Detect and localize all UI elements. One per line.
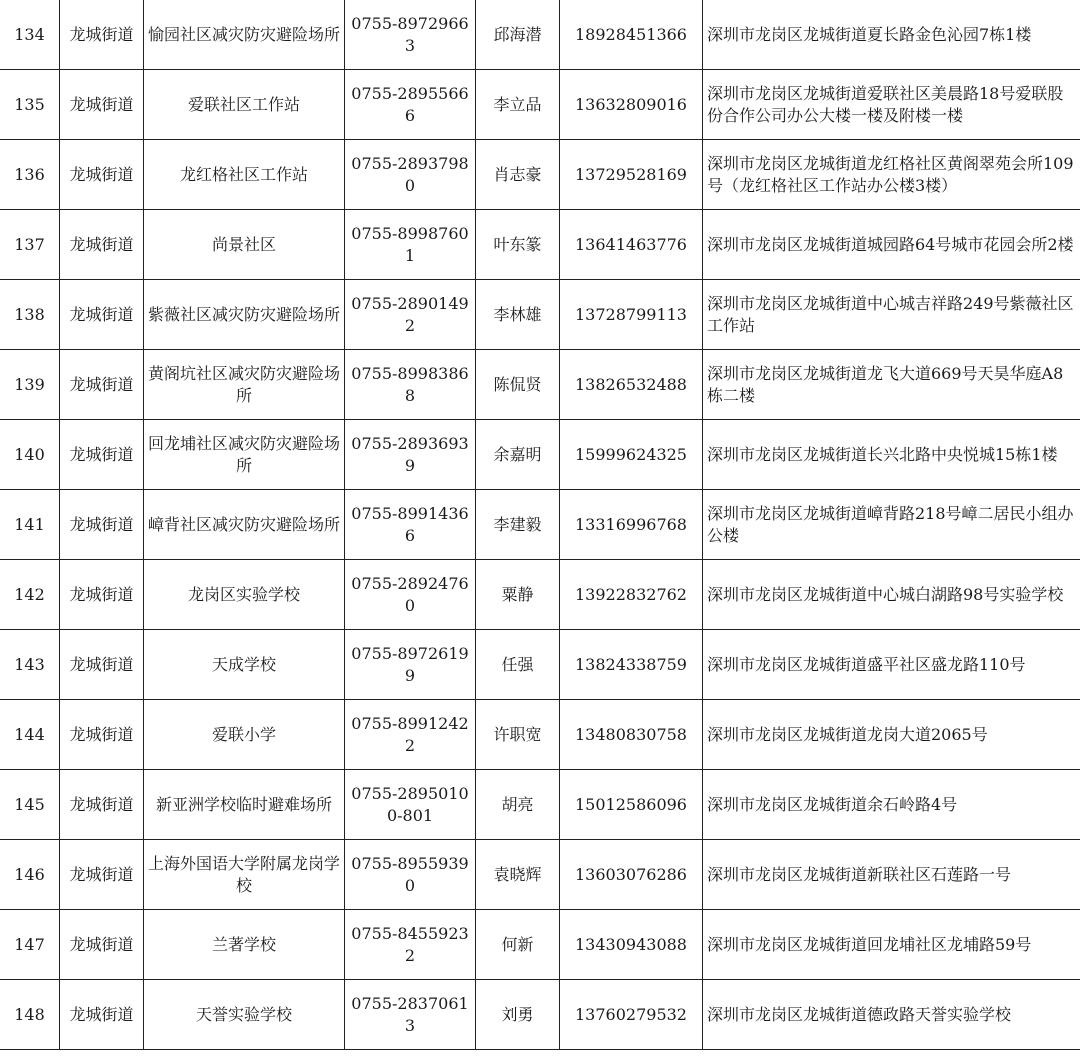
cell-address: 深圳市龙岗区龙城街道中心城吉祥路249号紫薇社区工作站 — [703, 280, 1080, 350]
cell-contact-person: 何新 — [476, 910, 560, 980]
cell-address: 深圳市龙岗区龙城街道龙飞大道669号天昊华庭A8栋二楼 — [703, 350, 1080, 420]
cell-address: 深圳市龙岗区龙城街道新联社区石莲路一号 — [703, 840, 1080, 910]
table-row — [0, 770, 1080, 840]
cell-site-name: 紫薇社区减灾防灾避险场所 — [144, 280, 345, 350]
cell-street: 龙城街道 — [60, 630, 144, 700]
cell-contact-person: 刘勇 — [476, 980, 560, 1050]
cell-number: 140 — [0, 420, 60, 490]
cell-site-name: 天成学校 — [144, 630, 345, 700]
cell-number: 138 — [0, 280, 60, 350]
cell-address: 深圳市龙岗区龙城街道夏长路金色沁园7栋1楼 — [703, 0, 1080, 70]
cell-mobile-phone: 13316996768 — [560, 490, 703, 560]
cell-office-phone: 0755-89559390 — [345, 840, 476, 910]
cell-address: 深圳市龙岗区龙城街道回龙埔社区龙埔路59号 — [703, 910, 1080, 980]
cell-mobile-phone: 13480830758 — [560, 700, 703, 770]
cell-office-phone: 0755-89914366 — [345, 490, 476, 560]
table-row — [0, 490, 1080, 560]
cell-address: 深圳市龙岗区龙城街道龙岗大道2065号 — [703, 700, 1080, 770]
cell-number: 143 — [0, 630, 60, 700]
cell-contact-person: 李建毅 — [476, 490, 560, 560]
cell-contact-person: 邱海潜 — [476, 0, 560, 70]
cell-site-name: 嶂背社区减灾防灾避险场所 — [144, 490, 345, 560]
cell-site-name: 龙岗区实验学校 — [144, 560, 345, 630]
cell-street: 龙城街道 — [60, 490, 144, 560]
cell-mobile-phone: 13728799113 — [560, 280, 703, 350]
cell-contact-person: 叶东篆 — [476, 210, 560, 280]
cell-office-phone: 0755-89987601 — [345, 210, 476, 280]
cell-number: 134 — [0, 0, 60, 70]
cell-office-phone: 0755-89912422 — [345, 700, 476, 770]
table-row — [0, 210, 1080, 280]
cell-office-phone: 0755-28937980 — [345, 140, 476, 210]
cell-address: 深圳市龙岗区龙城街道长兴北路中央悦城15栋1楼 — [703, 420, 1080, 490]
cell-street: 龙城街道 — [60, 210, 144, 280]
cell-office-phone: 0755-28936939 — [345, 420, 476, 490]
cell-office-phone: 0755-28955666 — [345, 70, 476, 140]
table-row — [0, 280, 1080, 350]
table-row — [0, 980, 1080, 1050]
cell-mobile-phone: 13826532488 — [560, 350, 703, 420]
table-row — [0, 140, 1080, 210]
cell-number: 141 — [0, 490, 60, 560]
cell-street: 龙城街道 — [60, 0, 144, 70]
cell-number: 147 — [0, 910, 60, 980]
cell-street: 龙城街道 — [60, 350, 144, 420]
cell-mobile-phone: 15012586096 — [560, 770, 703, 840]
table-row — [0, 910, 1080, 980]
cell-number: 139 — [0, 350, 60, 420]
cell-contact-person: 粟静 — [476, 560, 560, 630]
cell-contact-person: 肖志豪 — [476, 140, 560, 210]
cell-street: 龙城街道 — [60, 560, 144, 630]
cell-address: 深圳市龙岗区龙城街道中心城白湖路98号实验学校 — [703, 560, 1080, 630]
cell-site-name: 爱联社区工作站 — [144, 70, 345, 140]
cell-office-phone: 0755-89983868 — [345, 350, 476, 420]
cell-mobile-phone: 13824338759 — [560, 630, 703, 700]
cell-number: 142 — [0, 560, 60, 630]
cell-number: 136 — [0, 140, 60, 210]
cell-site-name: 愉园社区减灾防灾避险场所 — [144, 0, 345, 70]
cell-office-phone: 0755-28901492 — [345, 280, 476, 350]
cell-contact-person: 陈侃贤 — [476, 350, 560, 420]
table-row — [0, 70, 1080, 140]
cell-office-phone: 0755-84559232 — [345, 910, 476, 980]
cell-address: 深圳市龙岗区龙城街道余石岭路4号 — [703, 770, 1080, 840]
cell-mobile-phone: 13632809016 — [560, 70, 703, 140]
cell-street: 龙城街道 — [60, 140, 144, 210]
table-row — [0, 560, 1080, 630]
cell-office-phone: 0755-89726199 — [345, 630, 476, 700]
cell-street: 龙城街道 — [60, 770, 144, 840]
cell-number: 135 — [0, 70, 60, 140]
cell-address: 深圳市龙岗区龙城街道爱联社区美晨路18号爱联股份合作公司办公大楼一楼及附楼一楼 — [703, 70, 1080, 140]
cell-site-name: 新亚洲学校临时避难场所 — [144, 770, 345, 840]
cell-site-name: 天誉实验学校 — [144, 980, 345, 1050]
cell-office-phone: 0755-89729663 — [345, 0, 476, 70]
cell-mobile-phone: 13922832762 — [560, 560, 703, 630]
cell-street: 龙城街道 — [60, 910, 144, 980]
cell-site-name: 回龙埔社区减灾防灾避险场所 — [144, 420, 345, 490]
cell-address: 深圳市龙岗区龙城街道龙红格社区黄阁翠苑会所109号（龙红格社区工作站办公楼3楼） — [703, 140, 1080, 210]
cell-site-name: 龙红格社区工作站 — [144, 140, 345, 210]
cell-contact-person: 胡亮 — [476, 770, 560, 840]
cell-number: 146 — [0, 840, 60, 910]
cell-site-name: 爱联小学 — [144, 700, 345, 770]
cell-street: 龙城街道 — [60, 840, 144, 910]
cell-address: 深圳市龙岗区龙城街道嶂背路218号嶂二居民小组办公楼 — [703, 490, 1080, 560]
cell-number: 148 — [0, 980, 60, 1050]
cell-street: 龙城街道 — [60, 420, 144, 490]
cell-office-phone: 0755-28950100-801 — [345, 770, 476, 840]
cell-contact-person: 余嘉明 — [476, 420, 560, 490]
cell-site-name: 黄阁坑社区减灾防灾避险场所 — [144, 350, 345, 420]
cell-site-name: 上海外国语大学附属龙岗学校 — [144, 840, 345, 910]
table-row — [0, 350, 1080, 420]
cell-street: 龙城街道 — [60, 700, 144, 770]
cell-mobile-phone: 13729528169 — [560, 140, 703, 210]
cell-mobile-phone: 13430943088 — [560, 910, 703, 980]
cell-contact-person: 李立品 — [476, 70, 560, 140]
table-row — [0, 630, 1080, 700]
cell-mobile-phone: 13641463776 — [560, 210, 703, 280]
cell-site-name: 兰著学校 — [144, 910, 345, 980]
cell-mobile-phone: 13760279532 — [560, 980, 703, 1050]
cell-street: 龙城街道 — [60, 280, 144, 350]
cell-street: 龙城街道 — [60, 70, 144, 140]
cell-office-phone: 0755-28924760 — [345, 560, 476, 630]
cell-number: 144 — [0, 700, 60, 770]
cell-number: 145 — [0, 770, 60, 840]
cell-contact-person: 任强 — [476, 630, 560, 700]
table-row — [0, 0, 1080, 70]
cell-address: 深圳市龙岗区龙城街道城园路64号城市花园会所2楼 — [703, 210, 1080, 280]
cell-address: 深圳市龙岗区龙城街道德政路天誉实验学校 — [703, 980, 1080, 1050]
cell-contact-person: 袁晓辉 — [476, 840, 560, 910]
cell-contact-person: 许职宽 — [476, 700, 560, 770]
cell-number: 137 — [0, 210, 60, 280]
cell-office-phone: 0755-28370613 — [345, 980, 476, 1050]
cell-contact-person: 李林雄 — [476, 280, 560, 350]
cell-mobile-phone: 18928451366 — [560, 0, 703, 70]
cell-site-name: 尚景社区 — [144, 210, 345, 280]
cell-street: 龙城街道 — [60, 980, 144, 1050]
cell-address: 深圳市龙岗区龙城街道盛平社区盛龙路110号 — [703, 630, 1080, 700]
cell-mobile-phone: 15999624325 — [560, 420, 703, 490]
table-row — [0, 840, 1080, 910]
table-row — [0, 700, 1080, 770]
table-row — [0, 420, 1080, 490]
cell-mobile-phone: 13603076286 — [560, 840, 703, 910]
